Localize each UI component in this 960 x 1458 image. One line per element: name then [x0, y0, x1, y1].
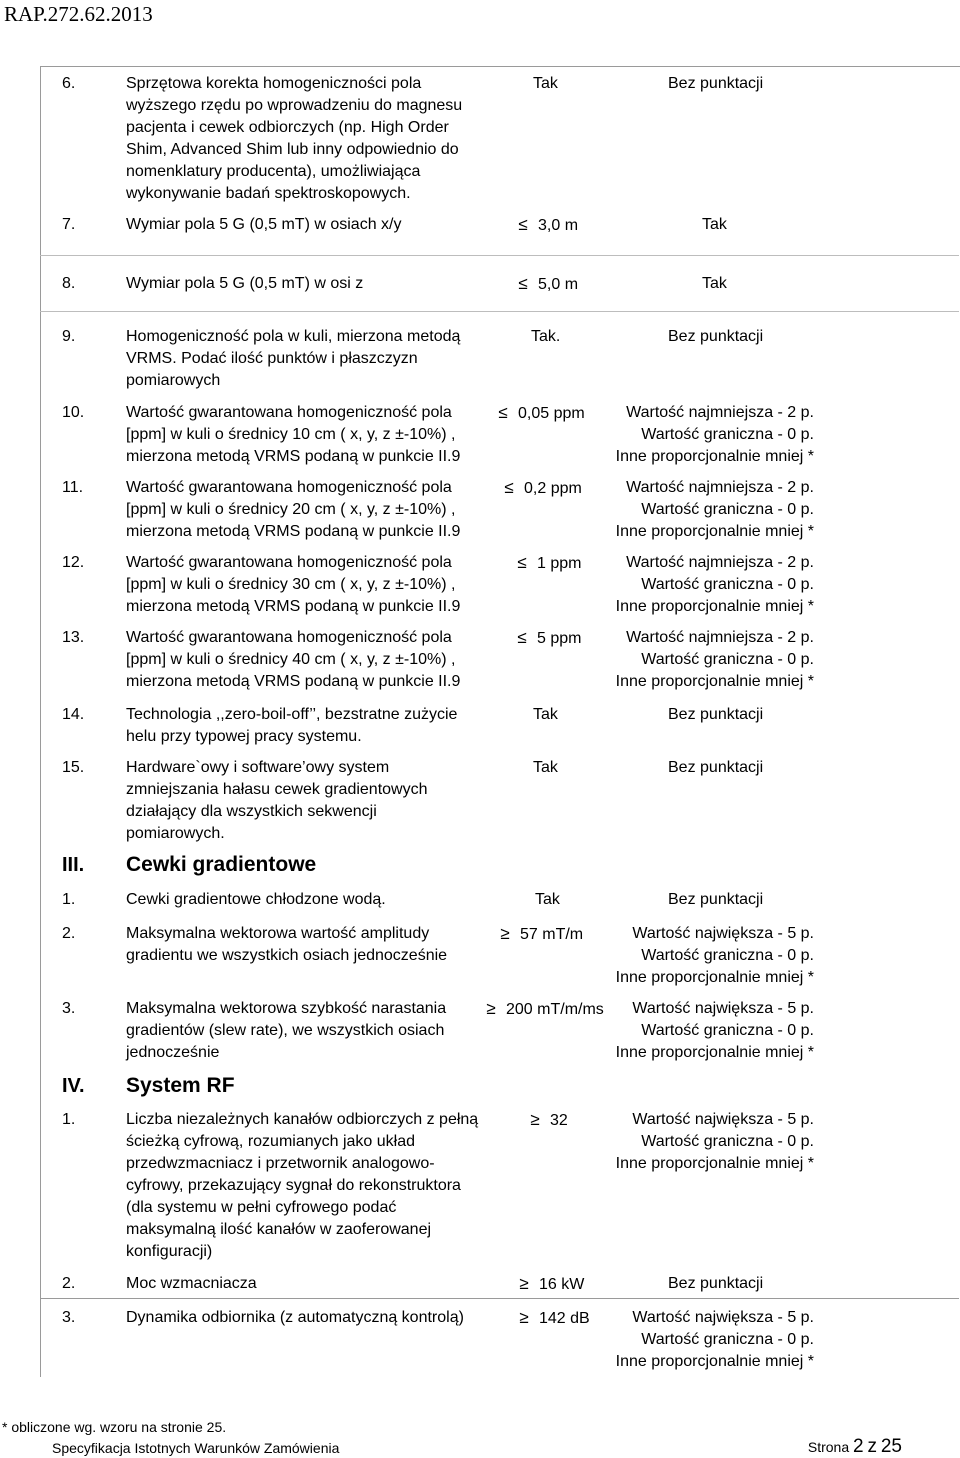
page-number: Strona 2 z 25 [807, 1436, 902, 1457]
row-value: ≥ 32 [526, 1109, 568, 1132]
row-description: Wartość gwarantowana homogeniczność pola [ppm] w kuli o średnicy 30 cm ( x, y, z ±-10%) , mierzona metodą VRMS podaną w punkcie II.9 [126, 554, 461, 615]
row-score: Bez punktacji [668, 706, 764, 723]
greater-or-equal-icon: ≥ [519, 1308, 529, 1327]
row-value: ≥ 16 kW [515, 1273, 584, 1296]
section-number: III. [62, 854, 85, 876]
row-score: Wartość najmniejsza - 2 p. Wartość graniczna - 0 p. Inne proporcjonalnie mniej * [615, 554, 814, 615]
row-score: Bez punktacji [668, 891, 764, 908]
row-description: Maksymalna wektorowa szybkość narastania gradientów (slew rate), we wszystkich osiach jednocześnie [126, 1000, 447, 1061]
section-title: System RF [126, 1074, 235, 1097]
row-value: Tak [533, 759, 558, 776]
row-value: ≤ 5,0 m [514, 273, 578, 296]
row-number: 12. [62, 554, 85, 571]
less-or-equal-icon: ≤ [498, 403, 508, 422]
row-value: ≤ 1 ppm [513, 552, 581, 575]
row-value: Tak [533, 706, 558, 723]
row-value: Tak [535, 891, 560, 908]
section-heading [0, 1075, 960, 1101]
row-value: ≤ 3,0 m [514, 214, 578, 237]
row-number: 8. [62, 275, 76, 292]
row-description: Moc wzmacniacza [126, 1275, 257, 1292]
row-description: Wymiar pola 5 G (0,5 mT) w osi z [126, 275, 364, 292]
row-value: ≤ 0,05 ppm [494, 402, 585, 425]
row-number: 1. [62, 1111, 76, 1128]
row-description: Wymiar pola 5 G (0,5 mT) w osiach x/y [126, 216, 402, 233]
row-description: Wartość gwarantowana homogeniczność pola [ppm] w kuli o średnicy 40 cm ( x, y, z ±-10%) , mierzona metodą VRMS podaną w punkcie II.9 [126, 629, 461, 690]
greater-or-equal-icon: ≥ [519, 1274, 529, 1293]
row-divider [40, 1298, 959, 1299]
row-value: ≥ 142 dB [515, 1307, 590, 1330]
row-score: Bez punktacji [668, 328, 764, 345]
row-number: 14. [62, 706, 85, 723]
row-score: Wartość największa - 5 p. Wartość graniczna - 0 p. Inne proporcjonalnie mniej * [615, 1309, 814, 1370]
row-description: Maksymalna wektorowa wartość amplitudy gradientu we wszystkich osiach jednocześnie [126, 925, 448, 964]
row-divider [40, 311, 959, 312]
row-score: Wartość największa - 5 p. Wartość graniczna - 0 p. Inne proporcjonalnie mniej * [615, 925, 814, 986]
row-description: Wartość gwarantowana homogeniczność pola [ppm] w kuli o średnicy 20 cm ( x, y, z ±-10%) , mierzona metodą VRMS podaną w punkcie II.9 [126, 479, 461, 540]
row-number: 3. [62, 1309, 76, 1326]
row-number: 9. [62, 328, 76, 345]
row-score: Bez punktacji [668, 759, 764, 776]
row-number: 3. [62, 1000, 76, 1017]
less-or-equal-icon: ≤ [517, 553, 527, 572]
row-value: ≥ 57 mT/m [496, 923, 583, 946]
row-number: 2. [62, 1275, 76, 1292]
less-or-equal-icon: ≤ [518, 274, 528, 293]
row-description: Wartość gwarantowana homogeniczność pola [ppm] w kuli o średnicy 10 cm ( x, y, z ±-10%) , mierzona metodą VRMS podaną w punkcie II.9 [126, 404, 461, 465]
section-number: IV. [62, 1075, 85, 1097]
row-number: 10. [62, 404, 85, 421]
row-number: 2. [62, 925, 76, 942]
section-title: Cewki gradientowe [126, 853, 317, 876]
row-description: Hardware`owy i software’owy system zmniejszania hałasu cewek gradientowych działający dla wszystkich sekwencji pomiarowych. [126, 759, 428, 842]
row-description: Cewki gradientowe chłodzone wodą. [126, 891, 386, 908]
row-score: Wartość największa - 5 p. Wartość graniczna - 0 p. Inne proporcjonalnie mniej * [615, 1111, 814, 1172]
row-score: Wartość najmniejsza - 2 p. Wartość graniczna - 0 p. Inne proporcjonalnie mniej * [615, 629, 814, 690]
row-number: 15. [62, 759, 85, 776]
row-value: ≤ 0,2 ppm [500, 477, 582, 500]
row-description: Homogeniczność pola w kuli, mierzona metodą VRMS. Podać ilość punktów i płaszczyzn pomiarowych [126, 328, 461, 389]
greater-or-equal-icon: ≥ [500, 924, 510, 943]
row-description: Technologia ,,zero-boil-off’’, bezstratne zużycie helu przy typowej pracy systemu. [126, 706, 458, 745]
less-or-equal-icon: ≤ [517, 628, 527, 647]
row-value: ≥ 200 mT/m/ms [482, 998, 604, 1021]
row-value: ≤ 5 ppm [513, 627, 581, 650]
footnote: * obliczone wg. wzoru na stronie 25. [2, 1419, 227, 1435]
row-number: 6. [62, 75, 76, 92]
row-number: 1. [62, 891, 76, 908]
greater-or-equal-icon: ≥ [530, 1110, 540, 1129]
row-divider [40, 255, 959, 256]
less-or-equal-icon: ≤ [518, 215, 528, 234]
row-number: 13. [62, 629, 85, 646]
document-id: RAP.272.62.2013 [4, 2, 153, 26]
row-score: Wartość największa - 5 p. Wartość graniczna - 0 p. Inne proporcjonalnie mniej * [615, 1000, 814, 1061]
row-description: Dynamika odbiornika (z automatyczną kontrolą) [126, 1309, 464, 1326]
row-description: Liczba niezależnych kanałów odbiorczych z pełną ścieżką cyfrową, rozumianych jako układ przedwzmacniacz i przetwornik analogowo- cyfrowy, przekazujący sygnał do rekonstruktora (dla systemu w pełni cyfrowego podać maksymalną ilość kanałów w zaoferowanej konfiguracji) [126, 1111, 479, 1260]
footer-title: Specyfikacja Istotnych Warunków Zamówienia [52, 1440, 340, 1456]
less-or-equal-icon: ≤ [504, 478, 514, 497]
row-number: 7. [62, 216, 76, 233]
row-value: Tak. [531, 328, 561, 345]
section-heading [0, 854, 960, 880]
row-value: Tak [533, 75, 558, 92]
row-number: 11. [62, 479, 84, 496]
row-score: Tak [702, 216, 727, 233]
row-score: Bez punktacji [668, 1275, 764, 1292]
row-score: Bez punktacji [668, 75, 764, 92]
row-score: Wartość najmniejsza - 2 p. Wartość graniczna - 0 p. Inne proporcjonalnie mniej * [615, 404, 814, 465]
row-score: Wartość najmniejsza - 2 p. Wartość graniczna - 0 p. Inne proporcjonalnie mniej * [615, 479, 814, 540]
row-description: Sprzętowa korekta homogeniczności pola wyższego rzędu po wprowadzeniu do magnesu pacjenta i cewek odbiorczych (np. High Order Shim, Advanced Shim lub inny odpowiednio do nomenklatury producenta), umożliwiająca wykonywanie badań spektroskopowych. [126, 75, 463, 202]
row-score: Tak [702, 275, 727, 292]
greater-or-equal-icon: ≥ [486, 999, 496, 1018]
